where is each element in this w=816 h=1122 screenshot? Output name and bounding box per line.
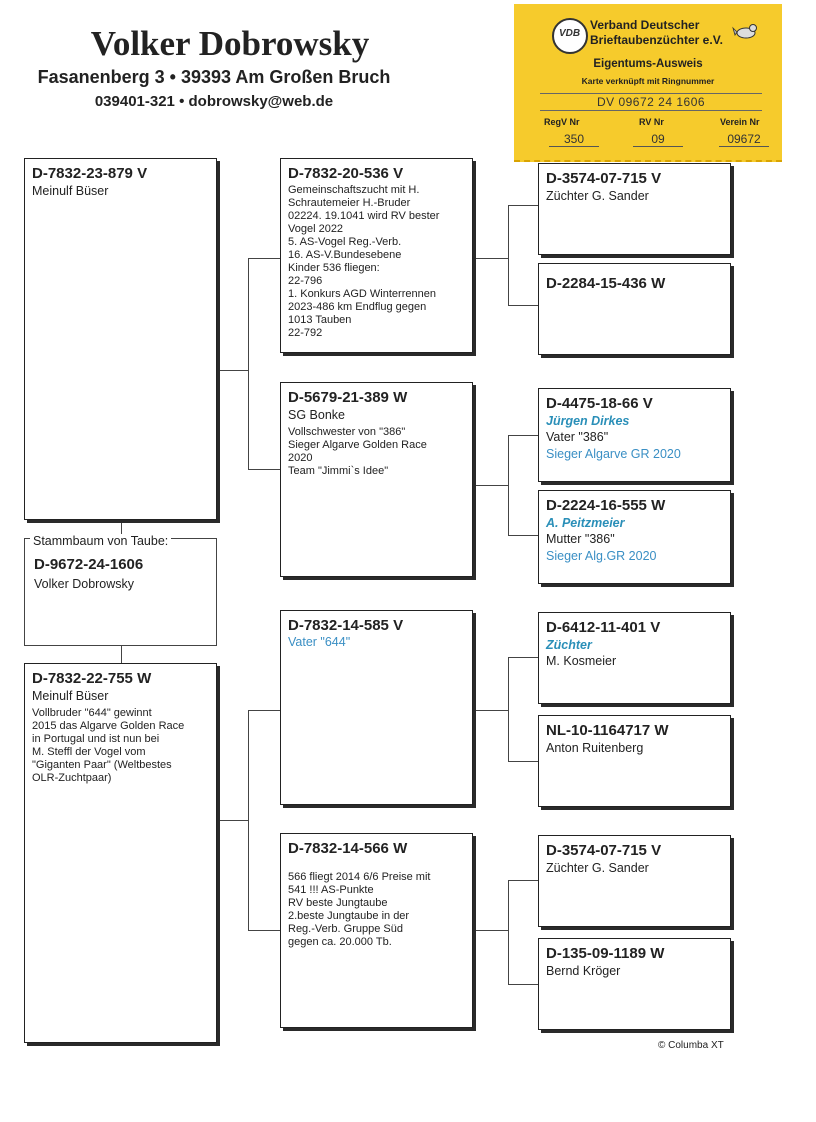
connector-line xyxy=(121,646,122,663)
fmm-breeder: A. Peitzmeier xyxy=(546,516,625,530)
ggp-mfm-box xyxy=(538,715,731,807)
connector-line xyxy=(508,435,509,536)
card-subtitle: Karte verknüpft mit Ringnummer xyxy=(581,76,715,86)
verein-value: 09672 xyxy=(719,132,769,147)
rv-label: RV Nr xyxy=(639,117,664,127)
card-title: Eigentums-Ausweis xyxy=(593,58,703,70)
card-ring-number: DV 09672 24 1606 xyxy=(540,93,762,111)
fm-breeder: SG Bonke xyxy=(288,408,345,422)
connector-line xyxy=(472,258,509,259)
ownership-id-card xyxy=(514,4,782,162)
association-name: Verband Deutscher Brieftaubenzüchter e.V. xyxy=(590,18,723,47)
connector-line xyxy=(508,205,538,206)
connector-line xyxy=(216,370,249,371)
connector-line xyxy=(472,930,509,931)
ggp-fff-box xyxy=(538,163,731,255)
mff-breeder: M. Kosmeier xyxy=(546,654,617,668)
grandfather-paternal-box xyxy=(280,158,473,353)
connector-line xyxy=(508,880,538,881)
mf-note: Vater "644" xyxy=(288,635,351,649)
verein-label: Verein Nr xyxy=(720,117,760,127)
mother-note: Vollbruder "644" gewinnt 2015 das Algarve Golden Race in Portugal und ist nun bei M. Steffl der Vogel vom "Giganten Paar" (Weltbestes OLR-Zuchtpaar) xyxy=(32,707,185,784)
fm-note: Vollschwester von "386" Sieger Algarve Golden Race 2020 Team "Jimmi`s Idee" xyxy=(288,426,427,477)
regv-label: RegV Nr xyxy=(544,117,580,127)
mmm-breeder: Bernd Kröger xyxy=(546,964,621,978)
connector-line xyxy=(248,930,280,931)
connector-line xyxy=(248,710,249,931)
ffm-ring: D-2284-15-436 W xyxy=(546,275,666,292)
fmf-ring: D-4475-18-66 V xyxy=(546,395,653,412)
fmf-breeder: Jürgen Dirkes xyxy=(546,414,630,428)
connector-line xyxy=(508,657,509,762)
fff-breeder: Züchter G. Sander xyxy=(546,189,649,203)
father-box xyxy=(24,158,217,520)
connector-line xyxy=(508,535,538,536)
subject-owner: Volker Dobrowsky xyxy=(34,577,135,591)
owner-address: Fasanenberg 3 • 39393 Am Großen Bruch xyxy=(37,67,391,87)
association-seal-icon: VDB xyxy=(552,18,588,54)
fmm-note: Mutter "386" xyxy=(546,532,615,546)
mmf-breeder: Züchter G. Sander xyxy=(546,861,649,875)
ff-note: Gemeinschaftszucht mit H. Schrautemeier H.-Bruder 02224. 19.1041 wird RV bester Vogel 2022 5. AS-Vogel Reg.-Verb. 16. AS-V.Bundesebene Kinder 536 fliegen: 22-796 1. Konkurs AGD Winterrennen 2023-486 km Endflug gegen 1013 Tauben 22-792 xyxy=(288,184,440,339)
fmf-achievement: Sieger Algarve GR 2020 xyxy=(546,447,681,461)
fmf-note: Vater "386" xyxy=(546,430,609,444)
fmm-ring: D-2224-16-555 W xyxy=(546,497,666,514)
ggp-mmf-box xyxy=(538,835,731,927)
mfm-breeder: Anton Ruitenberg xyxy=(546,741,644,755)
connector-line xyxy=(508,205,509,306)
mff-breeder-label: Züchter xyxy=(546,638,592,652)
rv-value: 09 xyxy=(633,132,683,147)
mother-ring: D-7832-22-755 W xyxy=(32,670,152,687)
connector-line xyxy=(248,710,280,711)
ggp-mmm-box xyxy=(538,938,731,1030)
connector-line xyxy=(472,710,509,711)
ggp-mff-box xyxy=(538,612,731,704)
connector-line xyxy=(508,305,538,306)
subject-box xyxy=(24,538,217,646)
subject-ring: D-9672-24-1606 xyxy=(34,556,144,573)
fff-ring: D-3574-07-715 V xyxy=(546,170,662,187)
connector-line xyxy=(472,485,509,486)
grandmother-maternal-box xyxy=(280,833,473,1028)
connector-line xyxy=(508,984,538,985)
copyright: © Columba XT xyxy=(658,1040,724,1051)
connector-line xyxy=(508,880,509,985)
pigeon-icon xyxy=(732,22,760,40)
mmf-ring: D-3574-07-715 V xyxy=(546,842,662,859)
fmm-achievement: Sieger Alg.GR 2020 xyxy=(546,549,657,563)
mother-breeder: Meinulf Büser xyxy=(32,689,109,703)
mother-box xyxy=(24,663,217,1043)
mm-ring: D-7832-14-566 W xyxy=(288,840,408,857)
owner-contact: 039401-321 • dobrowsky@web.de xyxy=(94,93,334,110)
father-ring: D-7832-23-879 V xyxy=(32,165,148,182)
pedigree-label: Stammbaum von Taube: xyxy=(30,534,171,548)
owner-name: Volker Dobrowsky xyxy=(90,24,370,63)
connector-line xyxy=(508,761,538,762)
ggp-ffm-box xyxy=(538,263,731,355)
connector-line xyxy=(248,258,280,259)
ff-ring: D-7832-20-536 V xyxy=(288,165,404,182)
fm-ring: D-5679-21-389 W xyxy=(288,389,408,406)
connector-line xyxy=(248,258,249,470)
mff-ring: D-6412-11-401 V xyxy=(546,619,661,636)
regv-value: 350 xyxy=(549,132,599,147)
connector-line xyxy=(508,657,538,658)
father-breeder: Meinulf Büser xyxy=(32,184,109,198)
connector-line xyxy=(248,469,280,470)
mfm-ring: NL-10-1164717 W xyxy=(546,722,669,739)
connector-line xyxy=(216,820,249,821)
ggp-fmf-box xyxy=(538,388,731,482)
mf-ring: D-7832-14-585 V xyxy=(288,617,404,634)
grandfather-maternal-box xyxy=(280,610,473,805)
ggp-fmm-box xyxy=(538,490,731,584)
mmm-ring: D-135-09-1189 W xyxy=(546,945,665,962)
mm-note: 566 fliegt 2014 6/6 Preise mit 541 !!! AS-Punkte RV beste Jungtaube 2.beste Jungtaube in der Reg.-Verb. Gruppe Süd gegen ca. 20.000 Tb. xyxy=(288,871,431,948)
connector-line xyxy=(508,435,538,436)
grandmother-paternal-box xyxy=(280,382,473,577)
